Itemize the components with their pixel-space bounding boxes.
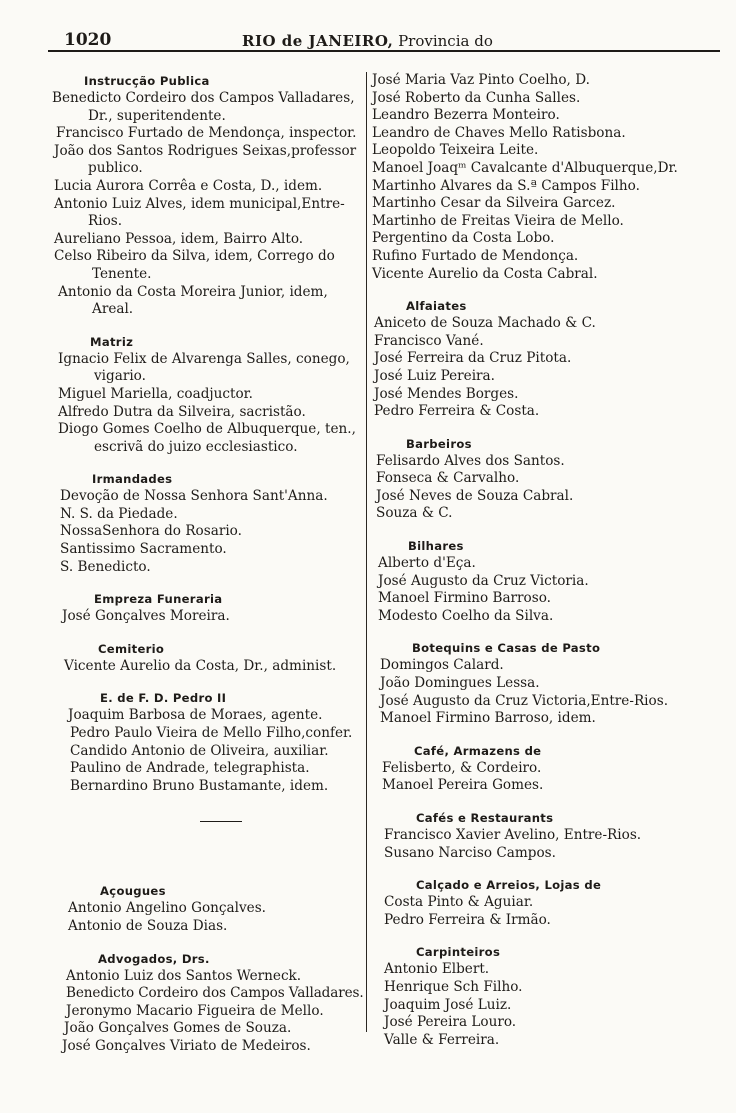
column-divider xyxy=(366,72,367,1032)
directory-entry: Pedro Ferreira & Irmão. xyxy=(384,911,551,928)
directory-entry: Leandro Bezerra Monteiro. xyxy=(372,107,560,124)
directory-entry: José Luiz Pereira. xyxy=(374,367,495,384)
section-heading: Advogados, Drs. xyxy=(98,951,210,966)
section-heading: Instrucção Publica xyxy=(84,74,210,88)
directory-entry: Francisco Furtado de Mendonça, inspector. xyxy=(56,125,357,142)
directory-entry: Martinho Alvares da S.ª Campos Filho. xyxy=(372,177,640,194)
section-continued xyxy=(372,72,724,283)
section-acougues xyxy=(52,882,364,935)
running-title-sub: Provincia do xyxy=(398,32,493,50)
directory-entry: Paulino de Andrade, telegraphista. xyxy=(70,760,310,777)
directory-entry: Joaquim José Luiz. xyxy=(384,996,512,1013)
directory-entry: Manoel Firmino Barroso. xyxy=(378,590,551,607)
directory-entry: Alfredo Dutra da Silveira, sacristão. xyxy=(58,403,306,420)
directory-entry: José Augusto da Cruz Victoria. xyxy=(378,572,589,589)
section-cafes-e-restaurants xyxy=(372,809,724,862)
section-heading: Botequins e Casas de Pasto xyxy=(412,641,601,656)
directory-entry: José Pereira Louro. xyxy=(384,1014,517,1031)
directory-entry: Valle & Ferreira. xyxy=(384,1031,500,1048)
directory-entry: Souza & C. xyxy=(376,505,453,522)
directory-entry: Pedro Paulo Vieira de Mello Filho,confer. xyxy=(70,725,353,742)
blank-gap xyxy=(52,822,364,868)
directory-entry: Martinho Cesar da Silveira Garcez. xyxy=(372,195,616,212)
directory-entry: Antonio Luiz dos Santos Werneck. xyxy=(66,967,302,984)
section-heading: Cemiterio xyxy=(98,641,165,656)
directory-entry: Aureliano Pessoa, idem, Bairro Alto. xyxy=(54,230,304,247)
directory-entry: Benedicto Cordeiro dos Campos Valladares, xyxy=(52,90,355,106)
directory-entry: Manoel Firmino Barroso, idem. xyxy=(380,710,596,727)
directory-entry: José Ferreira da Cruz Pitota. xyxy=(374,350,572,367)
section-heading: Irmandades xyxy=(92,472,173,487)
section-cafe-armazens-de xyxy=(372,742,724,795)
section-advogados-drs xyxy=(52,950,364,1056)
directory-entry: Celso Ribeiro da Silva, idem, Corrego do xyxy=(54,248,335,265)
section-heading: Empreza Funeraria xyxy=(94,592,223,607)
section-calcado-e-arreios-lojas-de xyxy=(372,876,724,929)
section-heading: Calçado e Arreios, Lojas de xyxy=(416,878,602,893)
directory-entry: Felisardo Alves dos Santos. xyxy=(376,452,565,469)
section-barbeiros xyxy=(372,435,724,523)
directory-entry: Antonio Luiz Alves, idem municipal,Entre- xyxy=(54,195,345,212)
directory-entry: Pergentino da Costa Lobo. xyxy=(372,230,555,247)
directory-entry: Devoção de Nossa Senhora Sant'Anna. xyxy=(60,488,328,505)
directory-entry: José Roberto da Cunha Salles. xyxy=(372,89,581,106)
directory-entry: José Maria Vaz Pinto Coelho, D. xyxy=(372,72,590,88)
section-heading: Alfaiates xyxy=(406,299,467,314)
directory-entry: Santissimo Sacramento. xyxy=(60,541,227,558)
section-heading: Carpinteiros xyxy=(416,945,501,960)
directory-entry: publico. xyxy=(88,160,143,177)
directory-entry: João Domingues Lessa. xyxy=(380,675,540,692)
directory-entry: Manoel Pereira Gomes. xyxy=(382,777,544,794)
directory-entry: vigario. xyxy=(94,368,146,385)
right-column xyxy=(372,72,724,1049)
section-heading: Café, Armazens de xyxy=(414,743,542,758)
section-empreza-funeraria xyxy=(52,590,364,626)
directory-entry: Domingos Calard. xyxy=(380,657,504,674)
directory-entry: Tenente. xyxy=(92,265,152,282)
directory-entry: Vicente Aurelio da Costa, Dr., administ. xyxy=(64,657,337,674)
directory-entry: Costa Pinto & Aguiar. xyxy=(384,894,534,911)
directory-entry: Alberto d'Eça. xyxy=(378,555,476,572)
directory-entry: Miguel Mariella, coadjuctor. xyxy=(58,385,253,402)
section-irmandades xyxy=(52,470,364,576)
directory-entry: Manoel Joaqᵐ Cavalcante d'Albuquerque,Dr. xyxy=(372,159,678,176)
directory-entry: Vicente Aurelio da Costa Cabral. xyxy=(372,265,598,282)
directory-entry: Antonio Angelino Gonçalves. xyxy=(68,900,266,917)
section-heading: Açougues xyxy=(100,884,166,899)
directory-entry: José Augusto da Cruz Victoria,Entre-Rios. xyxy=(380,692,669,709)
section-instruccao-publica xyxy=(52,72,364,319)
section-heading: E. de F. D. Pedro II xyxy=(100,691,227,706)
directory-entry: NossaSenhora do Rosario. xyxy=(60,523,242,540)
directory-entry: Joaquim Barbosa de Moraes, agente. xyxy=(68,707,323,724)
section-heading: Bilhares xyxy=(408,539,464,554)
directory-entry: Antonio de Souza Dias. xyxy=(68,918,228,934)
directory-entry: Rios. xyxy=(88,213,123,230)
left-column xyxy=(52,72,364,1056)
directory-entry: João Gonçalves Gomes de Souza. xyxy=(64,1020,292,1037)
section-botequins-e-casas-de-pasto xyxy=(372,639,724,727)
section-bilhares xyxy=(372,537,724,625)
directory-entry: Diogo Gomes Coelho de Albuquerque, ten., xyxy=(58,421,356,438)
directory-entry: Pedro Ferreira & Costa. xyxy=(374,403,540,420)
directory-entry: João dos Santos Rodrigues Seixas,professor xyxy=(54,142,357,159)
section-heading: Matriz xyxy=(90,334,134,349)
directory-entry: Benedicto Cordeiro dos Campos Valladares. xyxy=(66,985,364,1002)
directory-entry: Modesto Coelho da Silva. xyxy=(378,607,554,624)
directory-entry: Lucia Aurora Corrêa e Costa, D., idem. xyxy=(54,177,323,194)
directory-entry: N. S. da Piedade. xyxy=(60,505,178,522)
directory-entry: Jeronymo Macario Figueira de Mello. xyxy=(66,1002,324,1019)
directory-entry: Francisco Vané. xyxy=(374,332,484,349)
directory-entry: Martinho de Freitas Vieira de Mello. xyxy=(372,212,624,229)
directory-entry: Leandro de Chaves Mello Ratisbona. xyxy=(372,124,626,141)
directory-entry: Antonio Elbert. xyxy=(384,961,490,978)
directory-entry: Ignacio Felix de Alvarenga Salles, conego, xyxy=(58,350,350,367)
directory-entry: José Gonçalves Viriato de Medeiros. xyxy=(62,1037,311,1054)
section-alfaiates xyxy=(372,297,724,421)
running-title-main: RIO de JANEIRO, xyxy=(242,32,394,50)
section-heading: Cafés e Restaurants xyxy=(416,811,554,825)
running-title xyxy=(242,32,493,50)
directory-entry: Henrique Sch Filho. xyxy=(384,978,523,995)
directory-entry: Bernardino Bruno Bustamante, idem. xyxy=(70,777,329,794)
header-rule xyxy=(48,50,720,52)
directory-entry: Leopoldo Teixeira Leite. xyxy=(372,142,539,159)
section-matriz xyxy=(52,333,364,457)
directory-entry: Felisberto, & Cordeiro. xyxy=(382,759,542,776)
section-e-de-f-d-pedro-ii xyxy=(52,689,364,795)
directory-entry: Dr., superitendente. xyxy=(88,107,226,124)
directory-entry: José Neves de Souza Cabral. xyxy=(376,487,574,504)
directory-entry: Fonseca & Carvalho. xyxy=(376,470,520,487)
directory-entry: Susano Narciso Campos. xyxy=(384,844,556,861)
directory-entry: escrivã do juizo ecclesiastico. xyxy=(94,438,298,455)
directory-entry: Candido Antonio de Oliveira, auxiliar. xyxy=(70,742,329,759)
directory-entry: José Gonçalves Moreira. xyxy=(62,608,230,625)
page-number: 1020 xyxy=(64,30,112,50)
section-heading: Barbeiros xyxy=(406,436,472,451)
section-cemiterio xyxy=(52,640,364,676)
directory-entry: Aniceto de Souza Machado & C. xyxy=(374,315,596,332)
section-carpinteiros xyxy=(372,943,724,1049)
directory-entry: Antonio da Costa Moreira Junior, idem, xyxy=(58,283,328,300)
directory-entry: Francisco Xavier Avelino, Entre-Rios. xyxy=(384,827,642,843)
directory-entry: José Mendes Borges. xyxy=(374,385,519,402)
directory-entry: S. Benedicto. xyxy=(60,558,151,575)
directory-entry: Rufino Furtado de Mendonça. xyxy=(372,247,579,264)
directory-entry: Areal. xyxy=(92,301,134,318)
